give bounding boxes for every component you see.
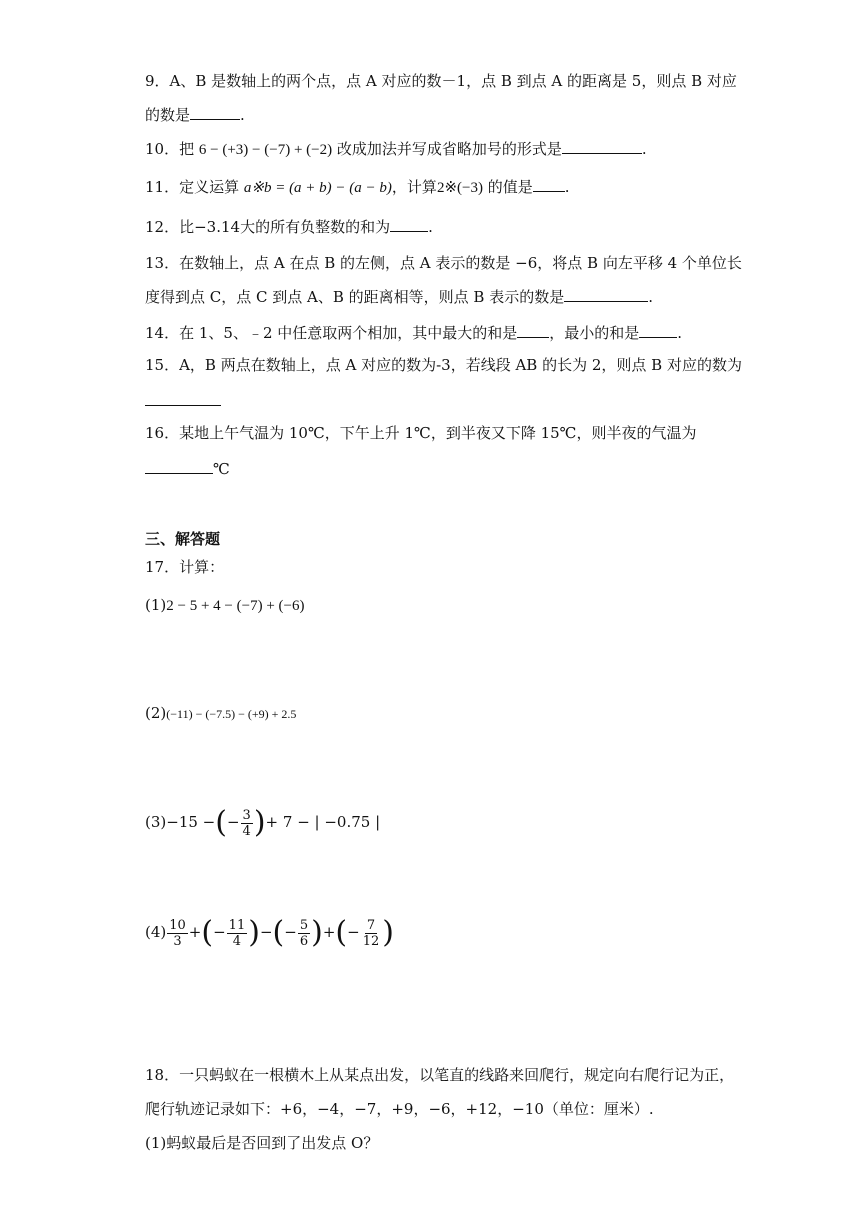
denominator: 6 [299, 933, 309, 949]
unit-celsius: ℃ [213, 460, 230, 478]
question-16-line-2 [145, 458, 230, 480]
answer-blank-max [517, 323, 549, 338]
question-11-prefix: 11．定义运算 [145, 178, 240, 196]
period: . [428, 218, 433, 236]
right-paren: ) [311, 915, 323, 950]
question-11-text: 的值是 [487, 178, 533, 196]
question-9-text: 的数是 [145, 106, 191, 124]
question-14-mid: ，最小的和是 [549, 324, 640, 342]
answer-blank [390, 217, 428, 232]
expression-part: + 7 − | −0.75 | [265, 813, 381, 831]
numerator: 7 [366, 917, 376, 933]
question-15-line-1: 15．A，B 两点在数轴上，点 A 对应的数为-3，若线段 AB 的长为 2，则点 B 对应的数为 [145, 356, 742, 374]
question-17-part-2 [145, 702, 296, 725]
question-10-expression: 6 − (+3) − (−7) + (−2) [198, 142, 333, 158]
answer-blank-min [639, 323, 677, 338]
fraction [361, 918, 382, 949]
question-16-line-1: 16．某地上午气温为 10℃，下午上升 1℃，到半夜又下降 15℃，则半夜的气温为 [145, 424, 697, 442]
question-9-line-2 [145, 104, 245, 126]
part-number: (3) [145, 813, 167, 831]
question-12-text: 大的所有负整数的和为 [240, 218, 391, 236]
operation-definition: a※b = (a + b) − (a − b) [243, 180, 392, 196]
numerator: 11 [228, 917, 246, 933]
right-paren: ) [382, 915, 394, 950]
section-heading: 三、解答题 [145, 530, 221, 548]
fraction [167, 918, 188, 949]
question-13-line-2 [145, 286, 653, 308]
denominator: 4 [232, 933, 242, 949]
question-12-prefix: 12．比 [145, 218, 195, 236]
question-18-line-2: 爬行轨迹记录如下：+6，−4，−7，+9，−6，+12，−10（单位：厘米）. [145, 1100, 654, 1118]
part-number: (1) [145, 596, 167, 614]
fraction [298, 918, 310, 949]
question-15-line-2 [145, 390, 221, 412]
question-10-text: 改成加法并写成省略加号的形式是 [336, 140, 562, 158]
answer-blank [564, 287, 648, 302]
right-paren: ) [253, 805, 266, 840]
question-14-text: 14．在 1、5、﹣2 中任意取两个相加，其中最大的和是 [145, 324, 518, 342]
expression: (−11) − (−7.5) − (+9) + 2.5 [166, 707, 297, 721]
answer-blank [533, 177, 565, 192]
question-9-line-1: 9．A、B 是数轴上的两个点，点 A 对应的数－1，点 B 到点 A 的距离是 5，则点 B 对应 [145, 72, 737, 90]
question-17-part-4: (4) $\frac{10}{3}$ +(− $\frac{11}{4}$ )−(− $\frac{5}{6}$ )+(− $\frac{7}{12}$ ) [145, 915, 394, 950]
fraction [227, 918, 248, 949]
period: . [677, 324, 683, 342]
numerator: 10 [169, 917, 186, 933]
question-17-title: 17．计算： [145, 558, 225, 576]
period: . [240, 106, 245, 124]
period: . [648, 288, 653, 306]
expression-part: −15 − [166, 813, 216, 831]
expression: 2 − 5 + 4 − (−7) + (−6) [166, 598, 305, 614]
left-paren: ( [201, 915, 214, 950]
question-11-expression: 2※(−3) [436, 180, 483, 196]
answer-blank [145, 391, 221, 406]
question-13-line-1: 13．在数轴上，点 A 在点 B 的左侧，点 A 表示的数是 −6，将点 B 向左平移 4 个单位长 [145, 254, 742, 272]
question-18-part-1: (1)蚂蚁最后是否回到了出发点 O？ [145, 1134, 379, 1152]
left-paren: ( [335, 915, 348, 950]
denominator: 12 [362, 933, 380, 949]
answer-blank [190, 105, 240, 120]
question-17-part-1 [145, 594, 305, 617]
question-12-number: −3.14 [194, 218, 241, 236]
left-paren: ( [272, 915, 285, 950]
question-17-part-3 [145, 805, 380, 839]
question-10-prefix: 10．把 [145, 140, 195, 158]
part-number: (2) [145, 704, 167, 722]
fraction [241, 808, 253, 839]
answer-blank [562, 139, 642, 154]
question-14 [145, 322, 682, 344]
denominator: 4 [242, 823, 251, 839]
right-paren: ) [248, 915, 260, 950]
period: . [641, 140, 647, 158]
part-number: (4) [145, 923, 167, 941]
minus-sign: − [226, 813, 240, 831]
numerator: 5 [299, 917, 309, 933]
denominator: 3 [173, 933, 182, 949]
answer-blank [145, 459, 213, 474]
question-18-line-1: 18．一只蚂蚁在一根横木上从某点出发，以笔直的线路来回爬行，规定向右爬行记为正， [145, 1066, 735, 1084]
question-11 [145, 176, 570, 199]
numerator: 3 [242, 807, 251, 823]
question-10 [145, 138, 647, 161]
question-12 [145, 216, 433, 238]
period: . [564, 178, 570, 196]
question-13-text: 度得到点 C，点 C 到点 A、B 的距离相等，则点 B 表示的数是 [145, 288, 565, 306]
question-11-mid: ，计算 [391, 178, 437, 196]
left-paren: ( [215, 805, 227, 840]
